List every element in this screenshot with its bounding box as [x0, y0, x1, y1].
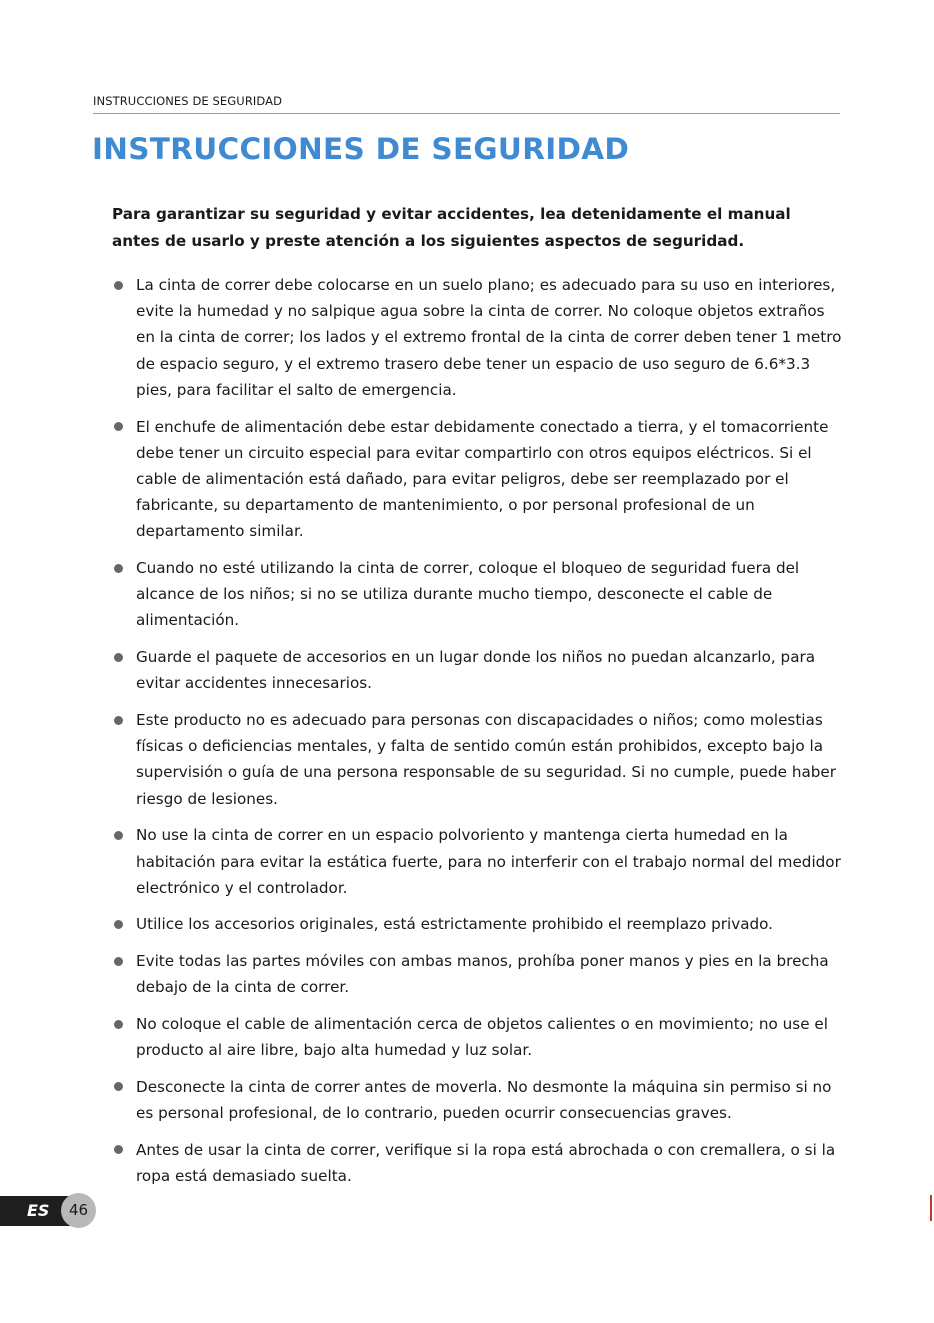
list-item — [112, 644, 842, 696]
list-item — [112, 1011, 842, 1063]
list-item — [112, 414, 842, 545]
list-item — [112, 911, 842, 937]
list-item-text: No use la cinta de correr en un espacio polvoriento y mantenga cierta humedad en la habitación para evitar la estática fuerte, para no interferir con el trabajo normal del medidor electrónico y el controlador. — [136, 826, 841, 897]
list-item — [112, 948, 842, 1000]
list-item — [112, 707, 842, 812]
edge-mark — [930, 1195, 932, 1221]
list-item — [112, 555, 842, 634]
bullet-icon — [114, 422, 123, 431]
list-item — [112, 1137, 842, 1189]
footer-language-label: ES — [27, 1201, 50, 1220]
list-item-text: Cuando no esté utilizando la cinta de correr, coloque el bloqueo de seguridad fuera del alcance de los niños; si no se utiliza durante mucho tiempo, desconecte el cable de alimentación. — [136, 559, 800, 630]
list-item-text: Utilice los accesorios originales, está estrictamente prohibido el reemplazo privado. — [136, 915, 773, 934]
list-item — [112, 272, 842, 403]
list-item-text: Guarde el paquete de accesorios en un lugar donde los niños no puedan alcanzarlo, para evitar accidentes innecesarios. — [136, 648, 816, 693]
bullet-icon — [114, 281, 123, 290]
header-divider — [93, 113, 840, 114]
list-item-text: Este producto no es adecuado para personas con discapacidades o niños; como molestias físicas o deficiencias mentales, y falta de sentido común están prohibidos, excepto bajo la supervisión o guía de una persona responsable de su seguridad. Si no cumple, puede haber riesgo de lesiones. — [136, 711, 837, 808]
bullet-icon — [114, 1082, 123, 1091]
list-item-text: Antes de usar la cinta de correr, verifique si la ropa está abrochada o con cremallera, o si la ropa está demasiado suelta. — [136, 1140, 836, 1186]
list-item-text: Evite todas las partes móviles con ambas manos, prohíba poner manos y pies en la brecha debajo de la cinta de correr. — [136, 952, 829, 997]
list-item — [112, 1074, 842, 1126]
list-item-text: La cinta de correr debe colocarse en un suelo plano; es adecuado para su uso en interiores, evite la humedad y no salpique agua sobre la cinta de correr. No coloque objetos extraños en la cinta de correr; los lados y el extremo frontal de la cinta de correr deben tener 1 metro de espacio seguro, y el extremo trasero debe tener un espacio de uso seguro de 6.6*3.3 pies, para facilitar el salto de emergencia. — [136, 276, 842, 399]
bullet-icon — [114, 920, 123, 929]
page-title: INSTRUCCIONES DE SEGURIDAD — [92, 132, 630, 166]
page-number: 46 — [68, 1201, 89, 1219]
bullet-icon — [114, 957, 123, 966]
list-item — [112, 822, 842, 901]
running-header: INSTRUCCIONES DE SEGURIDAD — [93, 94, 283, 108]
bullet-icon — [114, 1020, 123, 1029]
bullet-icon — [114, 653, 123, 662]
bullet-icon — [114, 716, 123, 725]
safety-list — [112, 272, 842, 1200]
bullet-icon — [114, 1145, 123, 1154]
bullet-icon — [114, 564, 123, 573]
list-item-text: El enchufe de alimentación debe estar debidamente conectado a tierra, y el tomacorriente debe tener un circuito especial para evitar compartirlo con otros equipos eléctricos. Si el cable de alimentación está dañado, para evitar peligros, debe ser reemplazado por el fabricante, su departamento de mantenimiento, o por personal profesional de un departamento similar. — [136, 417, 829, 541]
list-item-text: No coloque el cable de alimentación cerca de objetos calientes o en movimiento; no use el producto al aire libre, bajo alta humedad y luz solar. — [136, 1015, 828, 1060]
intro-paragraph: Para garantizar su seguridad y evitar accidentes, lea detenidamente el manual antes de usarlo y preste atención a los siguientes aspectos de seguridad. — [112, 205, 791, 250]
list-item-text: Desconecte la cinta de correr antes de moverla. No desmonte la máquina sin permiso si no es personal profesional, de lo contrario, pueden ocurrir consecuencias graves. — [136, 1077, 832, 1123]
bullet-icon — [114, 831, 123, 840]
